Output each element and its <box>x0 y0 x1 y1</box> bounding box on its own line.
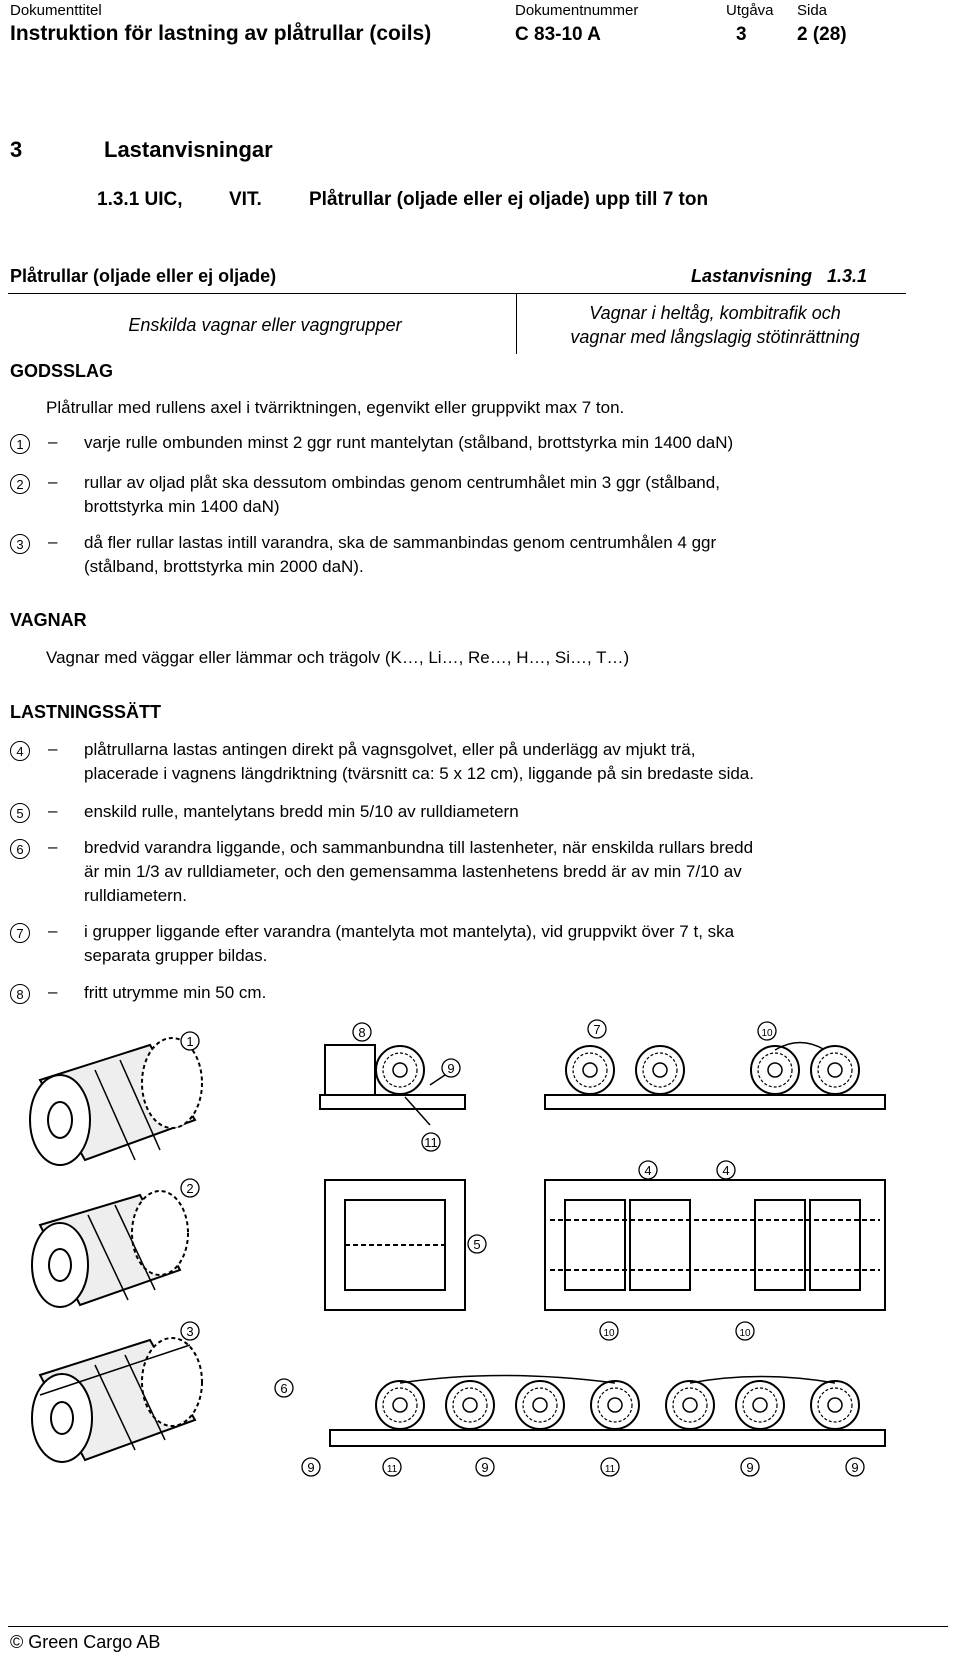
item-text-7-line1: i grupper liggande efter varandra (mantelyta mot mantelyta), vid gruppvikt över 7 t, ska <box>84 922 735 941</box>
coil-illustration-1 <box>30 1038 202 1165</box>
col-left-heading: Enskilda vagnar eller vagngrupper <box>128 315 402 335</box>
lastningssatt-heading: LASTNINGSSÄTT <box>10 702 161 722</box>
footer-copyright: © Green Cargo AB <box>10 1632 161 1652</box>
table-right-title: Lastanvisning 1.3.1 <box>691 266 868 286</box>
item-dash: – <box>48 432 58 451</box>
coil-illustration-3 <box>32 1338 202 1462</box>
item-text-2-line1: rullar av oljad plåt ska dessutom ombindas genom centrumhålet min 3 ggr (stålband, <box>84 473 720 492</box>
item-dash: – <box>48 472 58 491</box>
edition: 3 <box>736 24 747 45</box>
godsslag-heading: GODSSLAG <box>10 361 114 381</box>
doc-title-label: Dokumenttitel <box>10 2 102 19</box>
item-number-2: 2 <box>10 474 30 494</box>
svg-text:4: 4 <box>722 1163 730 1178</box>
item-text-3-line2: (stålband, brottstyrka min 2000 daN). <box>84 557 364 576</box>
svg-text:9: 9 <box>447 1061 455 1076</box>
item-number-1: 1 <box>10 434 30 454</box>
subsection-number: 1.3.1 UIC, <box>97 189 183 210</box>
subsection-title: Plåtrullar (oljade eller ej oljade) upp till 7 ton <box>309 189 709 210</box>
item-text-5: enskild rulle, mantelytans bredd min 5/10 av rulldiametern <box>84 802 519 821</box>
svg-text:11: 11 <box>604 1464 616 1475</box>
vagnar-text: Vagnar med väggar eller lämmar och trägolv (K…, Li…, Re…, H…, Si…, T…) <box>46 648 630 667</box>
table-rule <box>8 293 906 294</box>
item-dash: – <box>48 837 58 856</box>
item-text-2-line2: brottstyrka min 1400 daN) <box>84 497 280 516</box>
item-number-6: 6 <box>10 839 30 859</box>
svg-text:5: 5 <box>473 1237 481 1252</box>
item-dash: – <box>48 739 58 758</box>
item-number-7: 7 <box>10 923 30 943</box>
col-right-heading-line2: vagnar med långslagig stötinrättning <box>570 327 860 347</box>
svg-text:6: 6 <box>280 1381 288 1396</box>
table-left-title: Plåtrullar (oljade eller ej oljade) <box>10 266 277 286</box>
section-title: Lastanvisningar <box>104 137 273 162</box>
item-dash: – <box>48 532 58 551</box>
item-number-3: 3 <box>10 534 30 554</box>
col-right-heading-line1: Vagnar i heltåg, kombitrafik och <box>589 303 841 323</box>
svg-text:9: 9 <box>307 1460 315 1475</box>
svg-text:11: 11 <box>424 1135 438 1150</box>
wagon-top-group <box>545 1180 885 1310</box>
item-number-5: 5 <box>10 803 30 823</box>
wagon-side-row <box>330 1376 885 1447</box>
svg-text:9: 9 <box>851 1460 859 1475</box>
svg-text:4: 4 <box>644 1163 652 1178</box>
svg-text:10: 10 <box>603 1328 615 1339</box>
item-text-3-line1: då fler rullar lastas intill varandra, ska de sammanbindas genom centrumhålen 4 ggr <box>84 533 717 552</box>
svg-text:2: 2 <box>186 1181 194 1196</box>
svg-text:10: 10 <box>761 1028 773 1039</box>
doc-number: C 83-10 A <box>515 24 601 45</box>
wagon-side-single <box>320 1045 465 1125</box>
item-text-6-line2: är min 1/3 av rulldiameter, och den gemensamma lastenhetens bredd är av min 7/10 av <box>84 862 742 881</box>
footer-rule <box>8 1626 948 1627</box>
svg-text:7: 7 <box>593 1022 601 1037</box>
doc-title: Instruktion för lastning av plåtrullar (coils) <box>10 22 432 45</box>
svg-text:1: 1 <box>186 1034 194 1049</box>
item-number-8: 8 <box>10 984 30 1004</box>
loading-diagram <box>0 1010 960 1510</box>
vagnar-heading: VAGNAR <box>10 610 87 630</box>
wagon-side-group <box>545 1043 885 1110</box>
item-dash: – <box>48 921 58 940</box>
item-text-6-line3: rulldiametern. <box>84 886 187 905</box>
item-dash: – <box>48 801 58 820</box>
svg-text:9: 9 <box>481 1460 489 1475</box>
item-text-8: fritt utrymme min 50 cm. <box>84 983 267 1002</box>
svg-text:11: 11 <box>386 1464 398 1475</box>
coil-illustration-2 <box>32 1191 188 1307</box>
svg-text:8: 8 <box>358 1025 366 1040</box>
svg-text:3: 3 <box>186 1324 194 1339</box>
item-text-1: varje rulle ombunden minst 2 ggr runt mantelytan (stålband, brottstyrka min 1400 daN) <box>84 433 734 452</box>
table-divider <box>516 294 517 354</box>
section-number: 3 <box>10 137 23 162</box>
edition-label: Utgåva <box>726 2 774 19</box>
svg-text:9: 9 <box>746 1460 754 1475</box>
subsection-vit: VIT. <box>229 189 262 210</box>
item-text-7-line2: separata grupper bildas. <box>84 946 268 965</box>
godsslag-intro: Plåtrullar med rullens axel i tvärriktningen, egenvikt eller gruppvikt max 7 ton. <box>46 398 625 417</box>
page-label: Sida <box>797 2 828 19</box>
item-dash: – <box>48 982 58 1001</box>
item-text-4-line1: plåtrullarna lastas antingen direkt på vagnsgolvet, eller på underlägg av mjukt trä, <box>84 740 696 759</box>
item-number-4: 4 <box>10 741 30 761</box>
wagon-top-single <box>325 1180 465 1310</box>
doc-number-label: Dokumentnummer <box>515 2 639 19</box>
svg-text:10: 10 <box>739 1328 751 1339</box>
page-number: 2 (28) <box>797 24 847 45</box>
item-text-6-line1: bredvid varandra liggande, och sammanbundna till lastenheter, när enskilda rullars bredd <box>84 838 754 857</box>
item-text-4-line2: placerade i vagnens längdriktning (tvärsnitt ca: 5 x 12 cm), liggande på sin bredaste sida. <box>84 764 754 783</box>
